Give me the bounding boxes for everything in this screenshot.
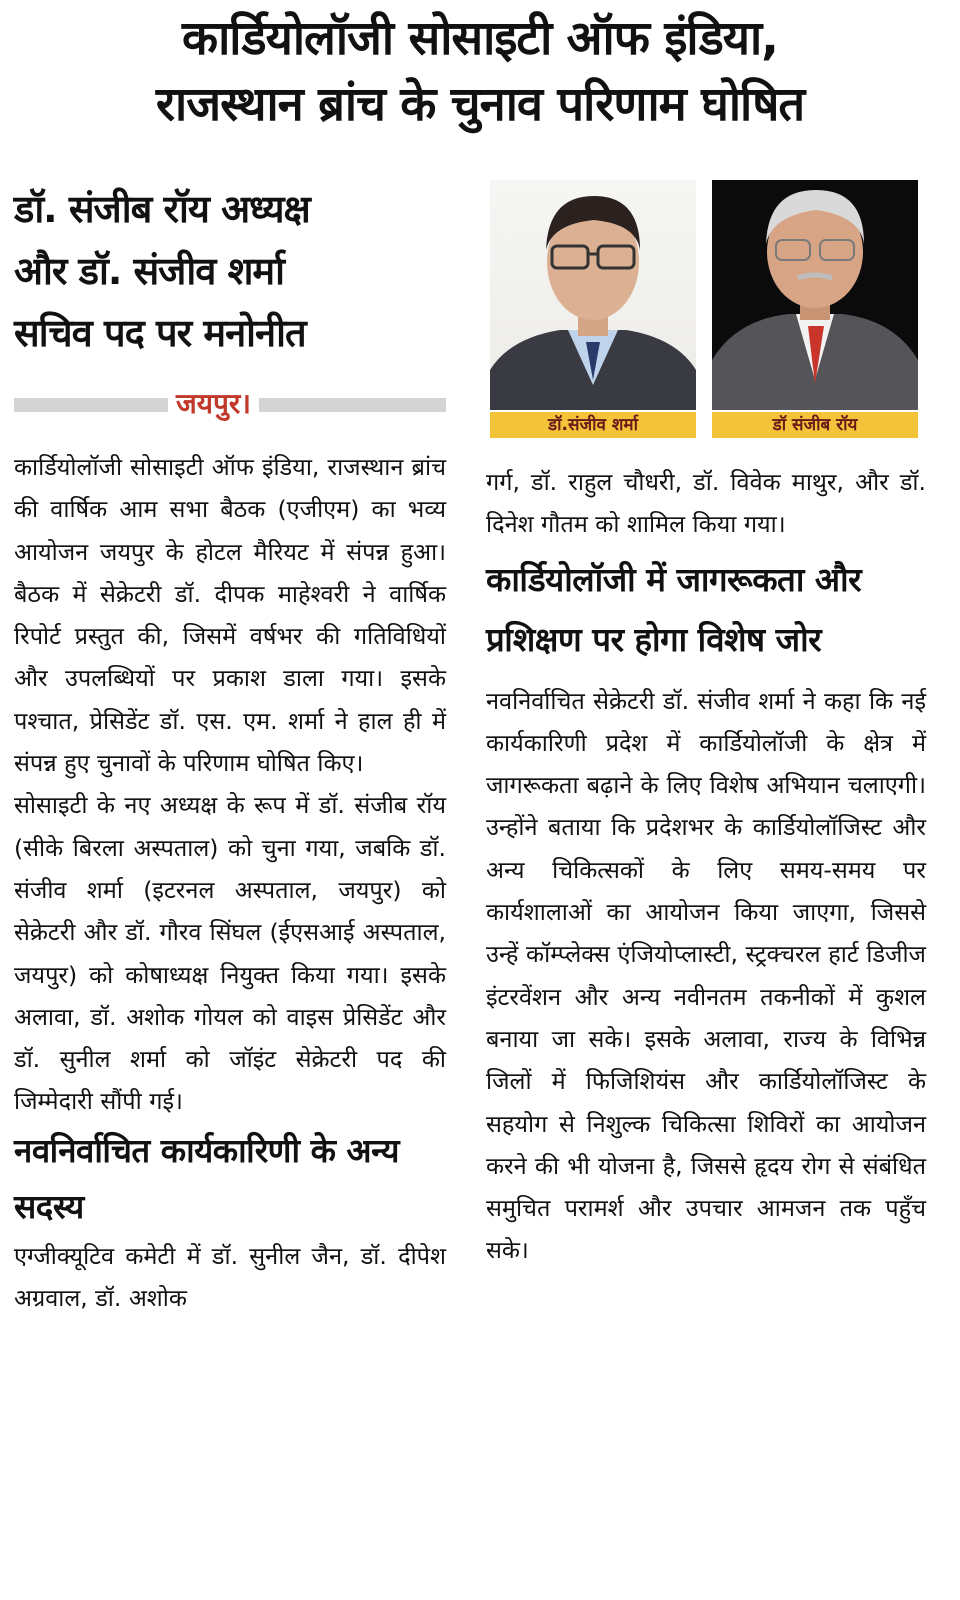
headline-line-1: कार्डियोलॉजी सोसाइटी ऑफ इंडिया,	[181, 11, 779, 66]
article-paragraph: कार्डियोलॉजी सोसाइटी ऑफ इंडिया, राजस्थान ब्रांच की वार्षिक आम सभा बैठक (एजीएम) का भव्य आयोजन जयपुर के होटल मैरियट में संपन्न हुआ। बैठक में सेक्रेटरी डॉ. दीपक माहेश्वरी ने वार्षिक रिपोर्ट प्रस्तुत की, जिसमें वर्षभर की गतिविधियों और उपलब्धियों पर प्रकाश डाला गया। इसके पश्चात, प्रेसिडेंट डॉ. एस. एम. शर्मा ने हाल ही में संपन्न हुए चुनावों के परिणाम घोषित किए।	[14, 453, 446, 778]
article-column-left	[14, 446, 446, 1319]
portrait-photo-sanjeev-sharma	[490, 180, 696, 410]
subheadline-line-2: और डॉ. संजीव शर्मा	[14, 249, 284, 293]
article-paragraph: सोसाइटी के नए अध्यक्ष के रूप में डॉ. संजीब रॉय (सीके बिरला अस्पताल) को चुना गया, जबकि डॉ. संजीव शर्मा (इटरनल अस्पताल, जयपुर) को सेक्रेटरी और डॉ. गौरव सिंघल (ईएसआई अस्पताल, जयपुर) को कोषाध्यक्ष नियुक्त किया गया। इसके अलावा, डॉ. अशोक गोयल को वाइस प्रेसिडेंट और डॉ. सुनील शर्मा को जॉइंट सेक्रेटरी पद की जिम्मेदारी सौंपी गई।	[14, 791, 446, 1116]
portrait-photo-sanjib-roy	[712, 180, 918, 410]
portrait-photo-icon	[490, 180, 696, 410]
dateline: जयपुर।	[168, 384, 259, 424]
subheadline	[14, 178, 464, 364]
photo-caption-sanjib-roy: डॉ संजीब रॉय	[712, 412, 918, 438]
headline-line-2: राजस्थान ब्रांच के चुनाव परिणाम घोषित	[155, 77, 805, 132]
article-paragraph: गर्ग, डॉ. राहुल चौधरी, डॉ. विवेक माथुर, और डॉ. दिनेश गौतम को शामिल किया गया।	[486, 468, 926, 539]
subheadline-line-1: डॉ. संजीब रॉय अध्यक्ष	[14, 187, 310, 231]
article-paragraph: नवनिर्वाचित सेक्रेटरी डॉ. संजीव शर्मा ने कहा कि नई कार्यकारिणी प्रदेश में कार्डियोलॉजी के क्षेत्र में जागरूकता बढ़ाने के लिए विशेष अभियान चलाएगी। उन्होंने बताया कि प्रदेशभर के कार्डियोलॉजिस्ट और अन्य चिकित्सकों के लिए समय-समय पर कार्यशालाओं का आयोजन किया जाएगा, जिससे उन्हें कॉम्प्लेक्स एंजियोप्लास्टी, स्ट्रक्चरल हार्ट डिजीज इंटरवेंशन और अन्य नवीनतम तकनीकों में कुशल बनाया जा सके। इसके अलावा, राज्य के विभिन्न जिलों में फिजिशियंस और कार्डियोलॉजिस्ट के सहयोग से निशुल्क चिकित्सा शिविरों का आयोजन करने की भी योजना है, जिससे हृदय रोग से संबंधित समुचित परामर्श और उपचार आमजन तक पहुँच सके।	[486, 686, 926, 1265]
headline	[0, 0, 960, 138]
article-paragraph: एग्जीक्यूटिव कमेटी में डॉ. सुनील जैन, डॉ. दीपेश अग्रवाल, डॉ. अशोक	[14, 1241, 446, 1313]
section-heading: नवनिर्वाचित कार्यकारिणी के अन्य सदस्य	[14, 1130, 400, 1226]
photo-caption-sanjeev-sharma: डॉ.संजीव शर्मा	[490, 412, 696, 438]
article-column-right	[486, 461, 926, 1272]
subheadline-line-3: सचिव पद पर मनोनीत	[14, 311, 306, 355]
section-heading: कार्डियोलॉजी में जागरूकता और प्रशिक्षण पर होगा विशेष जोर	[486, 559, 862, 659]
portrait-photo-icon	[712, 180, 918, 410]
